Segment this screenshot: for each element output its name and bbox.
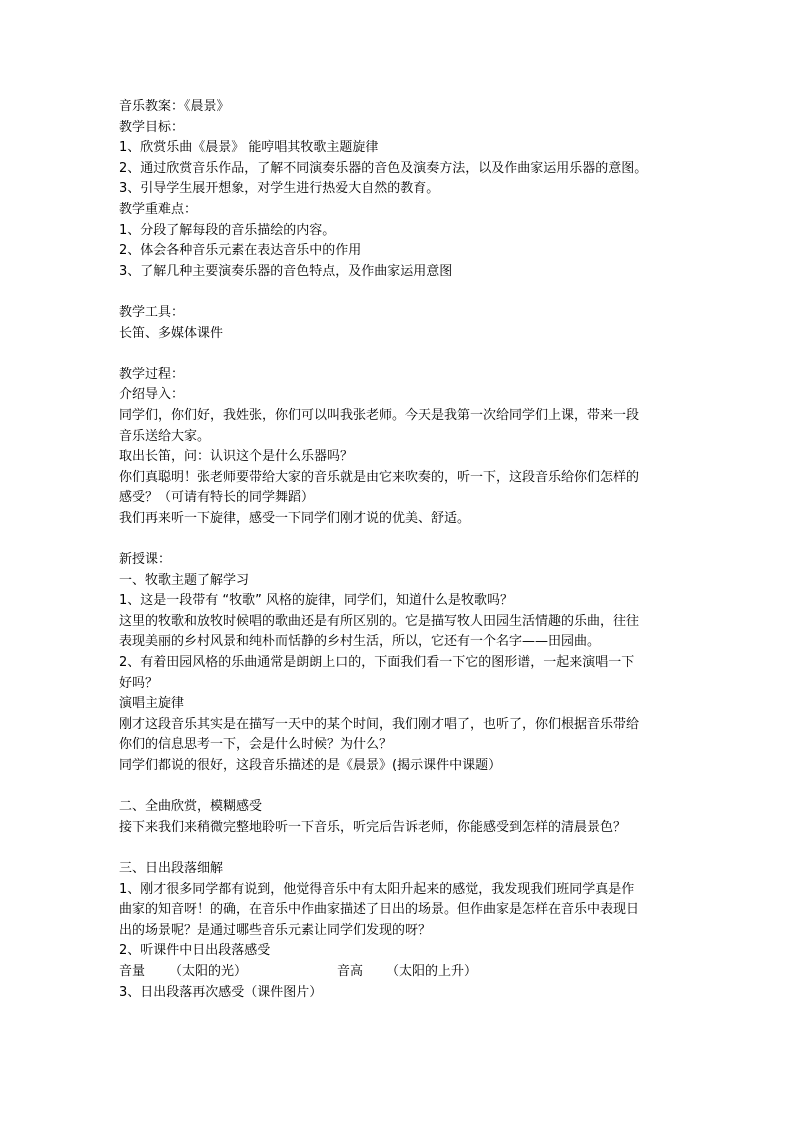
intro-line: 音乐送给大家。 (119, 428, 211, 444)
intro-line: 取出长笛，问：认识这个是什么乐器吗？ (119, 449, 354, 465)
part3-heading: 三、日出段落细解 (119, 860, 224, 876)
part3-line: 1、刚才很多同学都有说到，他觉得音乐中有太阳升起来的感觉，我发现我们班同学真是作 (119, 881, 635, 897)
part1-line: 表现美丽的乡村风景和纯朴而恬静的乡村生活，所以，它还有一个名字——田园曲。 (119, 634, 601, 650)
goal-item: 3、引导学生展开想象，对学生进行热爱大自然的教育。 (119, 181, 440, 197)
spacer (119, 529, 679, 550)
part1-line: 演唱主旋律 (119, 696, 185, 712)
key-point-item: 1、分段了解每段的音乐描绘的内容。 (119, 222, 336, 238)
intro-line: 同学们，你们好，我姓张，你们可以叫我张老师。今天是我第一次给同学们上课，带来一段 (119, 407, 640, 423)
process-heading: 教学过程： (119, 366, 185, 382)
part1-line: 同学们都说的很好，这段音乐描述的是《晨景》(揭示课件中课题） (119, 758, 502, 773)
new-lesson-heading: 新授课： (119, 552, 172, 568)
intro-line: 感受？（可请有特长的同学舞蹈） (119, 490, 315, 506)
part2-line: 接下来我们来稍微完整地聆听一下音乐，听完后告诉老师，你能感受到怎样的清晨景色？ (119, 819, 627, 835)
part3-line: 曲家的知音呀！的确，在音乐中作曲家描述了日出的场景。但作曲家是怎样在音乐中表现日 (119, 902, 640, 918)
key-point-item: 3、了解几种主要演奏乐器的音色特点，及作曲家运用意图 (119, 263, 453, 279)
spacer (119, 282, 679, 303)
tools-text: 长笛、多媒体课件 (119, 325, 224, 341)
goal-item: 1、欣赏乐曲《晨景》 能哼唱其牧歌主题旋律 (119, 140, 379, 156)
pitch-note: （太阳的上升） (386, 963, 478, 979)
part1-line: 刚才这段音乐其实是在描写一天中的某个时间，我们刚才唱了，也听了，你们根据音乐带给 (119, 716, 640, 732)
volume-pitch-row (119, 962, 679, 983)
key-point-item: 2、体会各种音乐元素在表达音乐中的作用 (119, 243, 362, 259)
spacer (119, 777, 679, 798)
volume-note: （太阳的光） (169, 963, 248, 979)
part1-heading: 一、牧歌主题了解学习 (119, 572, 250, 588)
goals-heading: 教学目标： (119, 119, 185, 135)
part1-line: 2、有着田园风格的乐曲通常是朗朗上口的，下面我们看一下它的图形谱，一起来演唱一下 (119, 655, 635, 671)
part3-line: 出的场景呢？是通过哪些音乐元素让同学们发现的呀？ (119, 922, 432, 938)
intro-heading: 介绍导入： (119, 387, 185, 403)
pitch-label: 音高 (337, 963, 364, 979)
part1-line: 好吗？ (119, 675, 159, 691)
part1-line: 1、这是一段带有 “牧歌” 风格的旋律，同学们，知道什么是牧歌吗？ (119, 593, 514, 609)
intro-line: 你们真聪明！张老师要带给大家的音乐就是由它来吹奏的，听一下，这段音乐给你们怎样的 (119, 469, 640, 485)
key-points-heading: 教学重难点： (119, 201, 198, 217)
part3-line: 2、听课件中日出段落感受 (119, 943, 271, 959)
spacer (119, 838, 679, 859)
part3-last-line: 3、日出段落再次感受（课件图片） (119, 984, 323, 1000)
tools-heading: 教学工具： (119, 304, 185, 320)
document-title: 音乐教案：《晨景》 (119, 99, 230, 114)
part1-line: 你们的信息思考一下，会是什么时候？为什么？ (119, 737, 393, 753)
intro-line: 我们再来听一下旋律，感受一下同学们刚才说的优美、舒适。 (119, 510, 471, 526)
part1-line: 这里的牧歌和放牧时候唱的歌曲还是有所区别的。它是描写牧人田园生活情趣的乐曲，往往 (119, 613, 640, 629)
spacer (119, 344, 679, 365)
document-page (119, 97, 679, 1003)
goal-item: 2、通过欣赏音乐作品，了解不同演奏乐器的音色及演奏方法，以及作曲家运用乐器的意图。 (119, 160, 648, 176)
part2-heading: 二、全曲欣赏，模糊感受 (119, 799, 263, 815)
volume-label: 音量 (119, 963, 146, 979)
